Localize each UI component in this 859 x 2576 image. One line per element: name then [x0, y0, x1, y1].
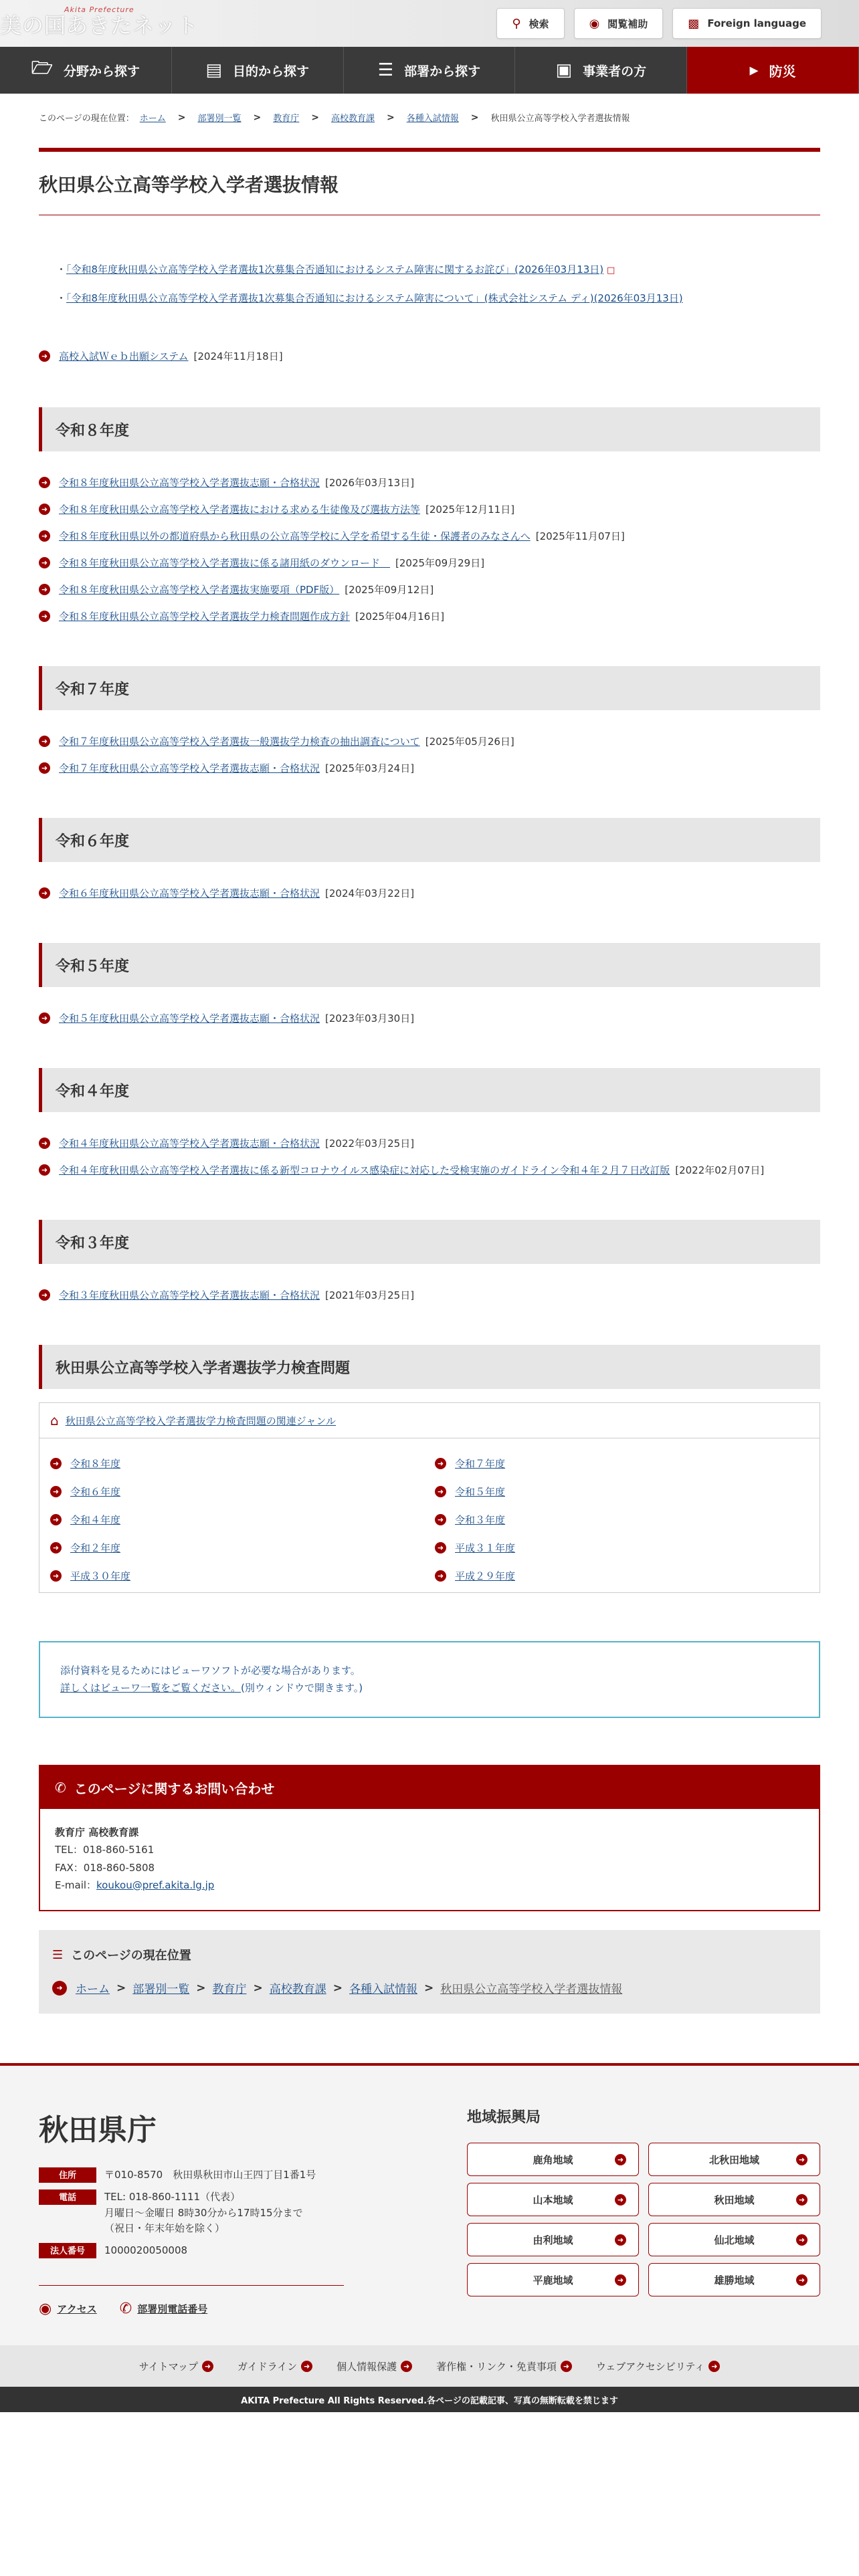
- breadcrumb: このページの現在位置： ホーム > 部署別一覧 > 教育庁 > 高校教育課 > 各種入試情報 > 秋田県公立高等学校入学者選抜情報: [39, 112, 630, 124]
- contact-tel: TEL：018-860-5161: [55, 1844, 155, 1856]
- genre-item[interactable]: ➜ 令和５年度: [435, 1477, 820, 1505]
- breadcrumb-education[interactable]: 教育庁: [212, 1983, 247, 1996]
- related-genre-link[interactable]: 秋田県公立高等学校入学者選抜学力検査問題の関連ジャンル: [65, 1414, 337, 1427]
- arrow-circle-icon: ➜: [435, 1458, 446, 1469]
- list-item[interactable]: ➜ 令和７年度秋田県公立高等学校入学者選抜一般選抜学力検査の抽出調査について [2025年05月26日]: [39, 734, 820, 748]
- arrow-circle-icon: ➜: [39, 584, 50, 595]
- arrow-circle-icon: ➜: [39, 887, 50, 899]
- eye-icon: ◉: [589, 16, 600, 31]
- arrow-circle-icon: ➜: [52, 1981, 67, 1996]
- globe-icon: ▩: [688, 16, 700, 31]
- arrow-circle-icon: ➜: [435, 1570, 446, 1582]
- contact-box: ✆ このページに関するお問い合わせ 教育庁 高校教育課 TEL：018-860-5161 FAX：018-860-5808 E-mail：koukou@pref.akita.lg.jp: [39, 1765, 820, 1911]
- pdf-icon: □: [606, 265, 615, 276]
- breadcrumb-home[interactable]: ホーム: [139, 114, 166, 124]
- list-item[interactable]: ➜ 令和３年度秋田県公立高等学校入学者選抜志願・合格状況 [2021年03月25日]: [39, 1288, 820, 1302]
- arrow-circle-icon: ➜: [39, 762, 50, 774]
- megaphone-icon: ▸: [749, 60, 759, 80]
- list-item[interactable]: ➜ 令和７年度秋田県公立高等学校入学者選抜志願・合格状況 [2025年03月24日]: [39, 761, 820, 775]
- section-heading: 令和５年度: [39, 943, 820, 987]
- breadcrumb-exam-info[interactable]: 各種入試情報: [349, 1983, 417, 1996]
- arrow-circle-icon: ➜: [435, 1486, 446, 1497]
- home-icon: ⌂: [50, 1412, 59, 1428]
- arrow-circle-icon: ➜: [50, 1514, 62, 1525]
- logo-subtext: Akita Prefecture: [64, 5, 134, 14]
- genre-item[interactable]: ➜ 平成３１年度: [435, 1533, 820, 1562]
- web-link-list: [39, 349, 820, 363]
- arrow-circle-icon: ➜: [615, 2234, 626, 2246]
- arrow-circle-icon: ➜: [39, 611, 50, 622]
- genre-item[interactable]: ➜ 令和４年度: [50, 1505, 435, 1533]
- arrow-circle-icon: ➜: [615, 2274, 626, 2286]
- footer-link[interactable]: 著作権・リンク・免責事項 ➜: [436, 2359, 572, 2373]
- section-heading: 令和７年度: [39, 666, 820, 710]
- viewer-notice: 添付資料を見るためにはビューワソフトが必要な場合があります。 詳しくはビューワ一覧をご覧ください。(別ウィンドウで開きます。): [39, 1641, 820, 1718]
- breadcrumb-high-school[interactable]: 高校教育課: [331, 114, 375, 124]
- genre-grid: [39, 1438, 820, 1592]
- foreign-language-button[interactable]: ▩ Foreign language: [672, 8, 822, 39]
- section-heading: 令和６年度: [39, 818, 820, 862]
- genre-item[interactable]: ➜ 令和６年度: [50, 1477, 435, 1505]
- breadcrumb-dept-list[interactable]: 部署別一覧: [197, 114, 242, 124]
- list-item[interactable]: ➜ 令和５年度秋田県公立高等学校入学者選抜志願・合格状況 [2023年03月30日]: [39, 1011, 820, 1025]
- site-footer: 秋田県庁 住所 〒010-8570 秋田県秋田市山王四丁目1番1号 電話 TEL: 018-860-1111（代表） 月曜日～金曜日 8時30分から17時15分まで （祝日・年末年始を除く） 法人番号 1000020050008 ◉ アクセス ✆ 部署別電話番号 地域振興局 鹿角地域 ➜ 北秋田地域 ➜ 山本地域 ➜ 秋田地域 ➜ 由利地域 ➜ 仙北地域 ➜ 平鹿地域 ➜ 雄勝地域 ➜: [0, 2063, 859, 2345]
- breadcrumb-education[interactable]: 教育庁: [273, 114, 300, 124]
- list-item[interactable]: ➜ 令和８年度秋田県公立高等学校入学者選抜に係る諸用紙のダウンロード [2025年09月29日]: [39, 556, 820, 570]
- site-logo[interactable]: [0, 4, 199, 44]
- arrow-circle-icon: ➜: [50, 1486, 62, 1497]
- sub-footer-links: [0, 2345, 859, 2387]
- arrow-circle-icon: ➜: [39, 557, 50, 568]
- page-title: 秋田県公立高等学校入学者選抜情報: [39, 174, 339, 196]
- arrow-circle-icon: ➜: [301, 2361, 312, 2372]
- arrow-circle-icon: ➜: [39, 350, 50, 362]
- list-item[interactable]: ➜ 令和８年度秋田県公立高等学校入学者選抜における求める生徒像及び選抜方法等 [2025年12月11日]: [39, 502, 820, 516]
- region-button[interactable]: 由利地域 ➜: [467, 2223, 639, 2256]
- genre-item[interactable]: ➜ 平成３０年度: [50, 1562, 435, 1590]
- list-item[interactable]: ➜ 高校入試Ｗｅｂ出願システム [2024年11月18日]: [39, 349, 820, 363]
- access-link[interactable]: ◉ アクセス: [39, 2300, 97, 2318]
- arrow-circle-icon: ➜: [615, 2194, 626, 2206]
- genre-item[interactable]: ➜ 令和２年度: [50, 1533, 435, 1562]
- nav-business[interactable]: ▣ 事業者の方: [515, 47, 687, 94]
- arrow-circle-icon: ➜: [39, 504, 50, 515]
- list-item[interactable]: ➜ 令和４年度秋田県公立高等学校入学者選抜に係る新型コロナウイルス感染症に対応した受検実施のガイドライン令和４年２月７日改訂版 [2022年02月07日]: [39, 1163, 820, 1177]
- arrow-circle-icon: ➜: [39, 1138, 50, 1149]
- contact-email[interactable]: koukou@pref.akita.lg.jp: [96, 1879, 215, 1891]
- logo-text: 美の国あきたネット: [0, 13, 199, 38]
- viewer-list-link[interactable]: 詳しくはビューワ一覧をご覧ください。: [60, 1681, 242, 1694]
- breadcrumb-home[interactable]: ホーム: [76, 1983, 110, 1996]
- section-heading: 秋田県公立高等学校入学者選抜学力検査問題: [39, 1345, 820, 1389]
- arrow-circle-icon: ➜: [435, 1514, 446, 1525]
- arrow-circle-icon: ➜: [39, 1012, 50, 1024]
- phone-icon: ✆: [119, 2300, 132, 2318]
- breadcrumb-current: 秋田県公立高等学校入学者選抜情報: [490, 114, 630, 124]
- notice-item[interactable]: ・ 「令和8年度秋田県公立高等学校入学者選抜1次募集合否通知におけるシステム障害について」(株式会社システム ディ)(2026年03月13日): [56, 291, 820, 305]
- arrow-circle-icon: ➜: [708, 2361, 720, 2372]
- year-section: [39, 818, 820, 900]
- arrow-circle-icon: ➜: [796, 2194, 807, 2206]
- region-grid: [467, 2143, 820, 2296]
- year-sections: [39, 407, 820, 1302]
- year-section: [39, 1220, 820, 1302]
- list-item[interactable]: ➜ 令和８年度秋田県公立高等学校入学者選抜学力検査問題作成方針 [2025年04月16日]: [39, 609, 820, 623]
- region-button[interactable]: 平鹿地域 ➜: [467, 2263, 639, 2296]
- region-title: 地域振興局: [467, 2109, 541, 2126]
- region-button[interactable]: 北秋田地域 ➜: [648, 2143, 820, 2176]
- notice-list: [39, 262, 820, 305]
- arrow-circle-icon: ➜: [50, 1570, 62, 1582]
- year-section: [39, 1068, 820, 1177]
- arrow-circle-icon: ➜: [615, 2154, 626, 2165]
- footer-logo: 秋田県庁: [39, 2113, 157, 2147]
- footer-link[interactable]: 個人情報保護 ➜: [337, 2359, 412, 2373]
- contact-org: 教育庁 高校教育課: [55, 1826, 139, 1838]
- arrow-circle-icon: ➜: [202, 2361, 213, 2372]
- footer-link[interactable]: サイトマップ ➜: [139, 2359, 213, 2373]
- org-chart-icon: ☰: [377, 60, 394, 80]
- breadcrumb-exam-info[interactable]: 各種入試情報: [406, 114, 459, 124]
- contact-fax: FAX：018-860-5808: [55, 1861, 155, 1874]
- genre-item[interactable]: ➜ 令和３年度: [435, 1505, 820, 1533]
- arrow-circle-icon: ➜: [435, 1542, 446, 1553]
- arrow-circle-icon: ➜: [39, 530, 50, 542]
- list-item[interactable]: ➜ 令和８年度秋田県以外の都道府県から秋田県の公立高等学校に入学を希望する生徒・保護者のみなさんへ [2025年11月07日]: [39, 529, 820, 543]
- section-heading: 令和３年度: [39, 1220, 820, 1264]
- phone-list-link[interactable]: ✆ 部署別電話番号: [119, 2300, 208, 2318]
- breadcrumb-dept-list[interactable]: 部署別一覧: [132, 1983, 190, 1996]
- arrow-circle-icon: ➜: [561, 2361, 572, 2372]
- arrow-circle-icon: ➜: [796, 2234, 807, 2246]
- arrow-circle-icon: ➜: [401, 2361, 412, 2372]
- global-nav: [0, 47, 859, 94]
- section-heading: 令和８年度: [39, 407, 820, 451]
- arrow-circle-icon: ➜: [39, 1289, 50, 1301]
- current-position-box: ☰ このページの現在位置 ➜ ホーム > 部署別一覧 > 教育庁 > 高校教育課 > 各種入試情報 > 秋田県公立高等学校入学者選抜情報: [39, 1930, 820, 2014]
- folder-icon: 🗁: [31, 58, 54, 78]
- nav-field[interactable]: 🗁 分野から探す: [0, 47, 172, 94]
- breadcrumb-current[interactable]: 秋田県公立高等学校入学者選抜情報: [440, 1983, 623, 1996]
- arrow-circle-icon: ➜: [39, 1164, 50, 1176]
- genre-item[interactable]: ➜ 令和７年度: [435, 1449, 820, 1477]
- phone-icon: ✆: [55, 1780, 66, 1796]
- list-item[interactable]: ➜ 令和６年度秋田県公立高等学校入学者選抜志願・合格状況 [2024年03月22日]: [39, 886, 820, 900]
- related-genre-box: [39, 1402, 820, 1593]
- list-item[interactable]: ➜ 令和４年度秋田県公立高等学校入学者選抜志願・合格状況 [2022年03月25日]: [39, 1136, 820, 1150]
- copyright: AKITA Prefecture All Rights Reserved.各ページの記載記事、写真の無断転載を禁じます: [0, 2387, 859, 2412]
- nav-department[interactable]: ☰ 部署から探す: [344, 47, 516, 94]
- year-section: [39, 407, 820, 623]
- arrow-circle-icon: ➜: [796, 2154, 807, 2165]
- briefcase-icon: ▣: [555, 60, 573, 80]
- region-button[interactable]: 雄勝地域 ➜: [648, 2263, 820, 2296]
- accessibility-button[interactable]: ◉ 閲覧補助: [574, 8, 664, 39]
- notice-item[interactable]: ・ 「令和8年度秋田県公立高等学校入学者選抜1次募集合否通知におけるシステム障害に関するお詫び」(2026年03月13日) □: [56, 262, 820, 276]
- site-header: [0, 0, 859, 47]
- list-item[interactable]: ➜ 令和８年度秋田県公立高等学校入学者選抜志願・合格状況 [2026年03月13日]: [39, 475, 820, 490]
- search-icon: ⚲: [512, 16, 521, 31]
- section-heading: 令和４年度: [39, 1068, 820, 1112]
- region-button[interactable]: 山本地域 ➜: [467, 2183, 639, 2216]
- region-button[interactable]: 仙北地域 ➜: [648, 2223, 820, 2256]
- footer-link[interactable]: ガイドライン ➜: [237, 2359, 312, 2373]
- year-section: [39, 666, 820, 775]
- nav-disaster[interactable]: ▸ 防災: [687, 47, 859, 94]
- list-item[interactable]: ➜ 令和８年度秋田県公立高等学校入学者選抜実施要項（PDF版） [2025年09月12日]: [39, 582, 820, 597]
- region-button[interactable]: 秋田地域 ➜: [648, 2183, 820, 2216]
- arrow-circle-icon: ➜: [39, 477, 50, 488]
- document-icon: ▤: [205, 60, 222, 80]
- genre-item[interactable]: ➜ 令和８年度: [50, 1449, 435, 1477]
- genre-item[interactable]: ➜ 平成２９年度: [435, 1562, 820, 1590]
- page-title-bar: [39, 148, 820, 215]
- breadcrumb-high-school[interactable]: 高校教育課: [269, 1983, 326, 1996]
- map-pin-icon: ◉: [39, 2300, 52, 2318]
- arrow-circle-icon: ➜: [50, 1542, 62, 1553]
- search-button[interactable]: ⚲ 検索: [496, 8, 564, 39]
- region-button[interactable]: 鹿角地域 ➜: [467, 2143, 639, 2176]
- arrow-circle-icon: ➜: [50, 1458, 62, 1469]
- arrow-circle-icon: ➜: [39, 736, 50, 747]
- footer-link[interactable]: ウェブアクセシビリティ ➜: [596, 2359, 720, 2373]
- location-icon: ☰: [52, 1947, 64, 1962]
- year-section: [39, 943, 820, 1025]
- arrow-circle-icon: ➜: [796, 2274, 807, 2286]
- nav-purpose[interactable]: ▤ 目的から探す: [172, 47, 344, 94]
